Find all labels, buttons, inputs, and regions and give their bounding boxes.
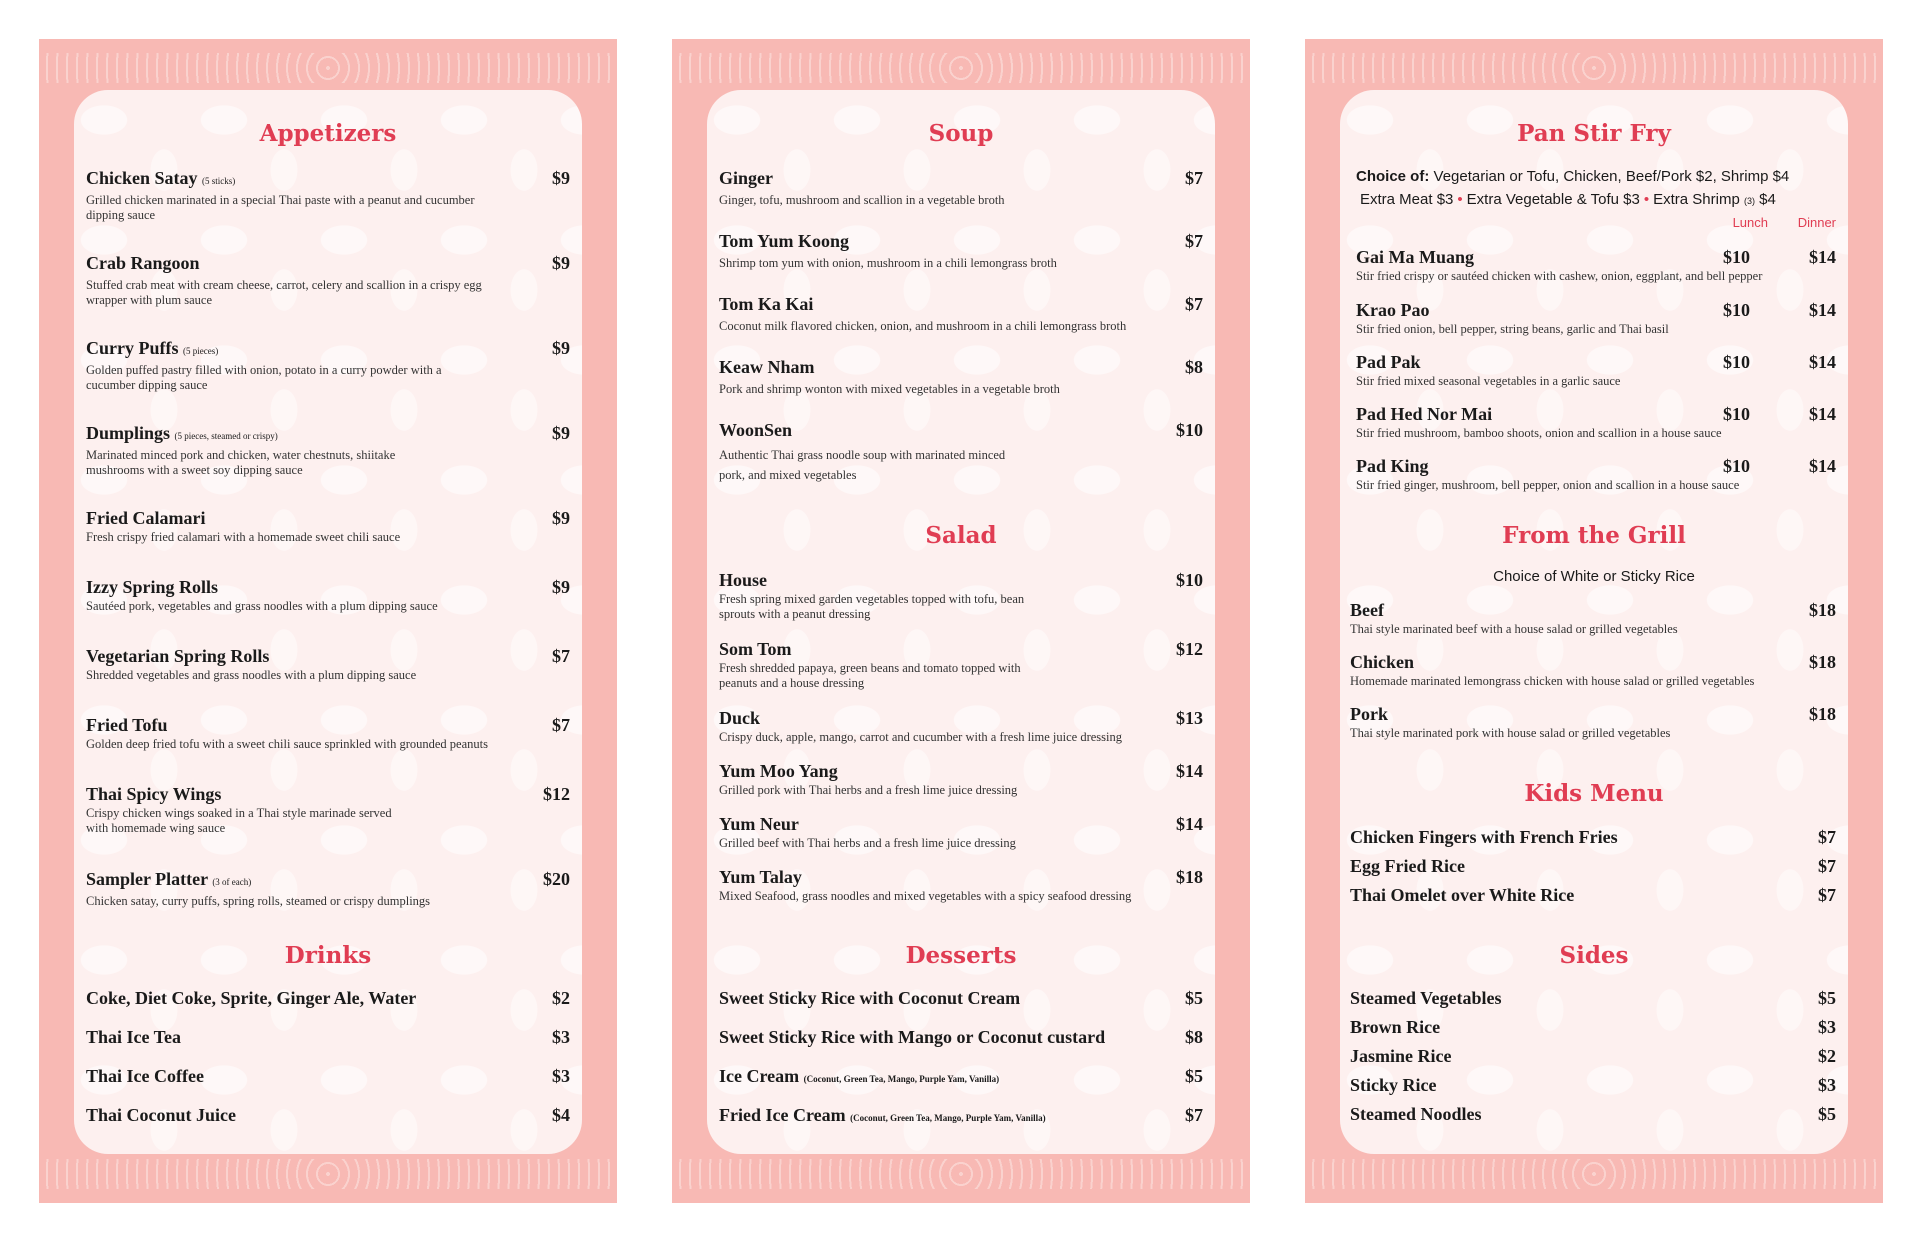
menu-item — [1356, 456, 1836, 493]
item-name: Pork — [1350, 704, 1388, 724]
item-desc: Fresh crispy fried calamari with a homemade sweet chili sauce — [86, 530, 401, 544]
item-name: Krao Pao — [1356, 300, 1430, 320]
item-price: $7 — [1818, 885, 1836, 905]
stirfry-heading: Pan Stir Fry — [1517, 120, 1671, 147]
menu-panel-middle — [672, 39, 1250, 1203]
item-price: $18 — [1176, 867, 1203, 887]
item-name: Thai Coconut Juice — [86, 1105, 237, 1125]
item-name: Yum Moo Yang — [719, 761, 838, 781]
extra-shrimp: Extra Shrimp — [1653, 191, 1740, 208]
menu-item — [1356, 404, 1836, 441]
item-price: $7 — [552, 715, 570, 735]
item-note: (5 pieces, steamed or crispy) — [174, 431, 278, 441]
item-desc: Pork and shrimp wonton with mixed vegetables in a vegetable broth — [719, 382, 1060, 396]
item-price-dinner: $14 — [1809, 247, 1836, 267]
item-name: House — [719, 570, 768, 590]
item-price: $5 — [1818, 988, 1836, 1008]
item-name: Sticky Rice — [1350, 1075, 1437, 1095]
item-desc: Stuffed crab meat with cream cheese, carrot, celery and scallion in a crispy egg wrapper with plum sauce — [86, 278, 482, 307]
item-name: Steamed Noodles — [1350, 1104, 1482, 1124]
item-price: $4 — [552, 1105, 570, 1125]
item-name: Egg Fried Rice — [1350, 856, 1465, 876]
menu-line — [86, 988, 570, 1009]
menu-item — [719, 294, 1203, 334]
item-desc: Thai style marinated pork with house salad or grilled vegetables — [1350, 726, 1671, 740]
menu-item — [86, 869, 570, 909]
item-name: Sampler Platter — [86, 869, 208, 889]
item-desc: Crispy chicken wings soaked in a Thai style marinade served with homemade wing sauce — [86, 806, 392, 835]
item-note: (5 sticks) — [202, 176, 236, 186]
item-desc: Grilled beef with Thai herbs and a fresh lime juice dressing — [719, 836, 1016, 850]
sides-heading: Sides — [1559, 942, 1629, 969]
item-name: Gai Ma Muang — [1356, 247, 1475, 267]
item-price: $2 — [1818, 1046, 1836, 1066]
item-name: Fried Tofu — [86, 715, 168, 735]
lunch-column-label: Lunch — [1732, 215, 1768, 230]
item-name: WoonSen — [719, 420, 793, 440]
item-name: Izzy Spring Rolls — [86, 577, 219, 597]
menu-line — [1350, 827, 1836, 848]
menu-line — [719, 1066, 1203, 1087]
menu-card-right — [1340, 90, 1848, 1154]
item-name: Crab Rangoon — [86, 253, 200, 273]
item-price: $7 — [1185, 294, 1203, 314]
item-desc: Golden deep fried tofu with a sweet chili sauce sprinkled with grounded peanuts — [86, 737, 488, 751]
item-price: $7 — [1185, 1105, 1203, 1125]
item-price: $3 — [1818, 1017, 1836, 1037]
item-price: $3 — [552, 1027, 570, 1047]
extra-shrimp-note: (3) — [1743, 196, 1755, 206]
menu-panel-left — [39, 39, 617, 1203]
menu-item — [86, 646, 570, 683]
item-desc: Ginger, tofu, mushroom and scallion in a vegetable broth — [719, 193, 1005, 207]
menu-item — [1350, 652, 1836, 689]
item-price: $18 — [1809, 600, 1836, 620]
menu-panel-right — [1305, 39, 1883, 1203]
item-name: Curry Puffs — [86, 338, 179, 358]
menu-item — [719, 357, 1203, 397]
item-price: $9 — [552, 423, 570, 443]
appetizers-heading: Appetizers — [259, 120, 397, 147]
menu-item — [86, 338, 570, 393]
grill-heading: From the Grill — [1502, 522, 1686, 549]
item-price-dinner: $14 — [1809, 404, 1836, 424]
item-desc: Stir fried ginger, mushroom, bell pepper, onion and scallion in a house sauce — [1356, 478, 1740, 492]
menu-line — [86, 1066, 570, 1087]
kids-heading: Kids Menu — [1524, 780, 1664, 807]
item-name: Pad Hed Nor Mai — [1356, 404, 1493, 424]
item-desc: Homemade marinated lemongrass chicken with house salad or grilled vegetables — [1350, 674, 1755, 688]
item-price: $7 — [1818, 827, 1836, 847]
item-name: Chicken — [1350, 652, 1415, 672]
item-note: (5 pieces) — [183, 346, 219, 356]
item-name: Vegetarian Spring Rolls — [86, 646, 270, 666]
menu-line — [1350, 1017, 1836, 1038]
menu-line — [719, 1105, 1203, 1126]
menu-item — [719, 814, 1203, 851]
item-price: $12 — [543, 784, 570, 804]
item-price-dinner: $14 — [1809, 300, 1836, 320]
menu-line — [1350, 988, 1836, 1009]
menu-item — [86, 168, 570, 223]
menu-line — [86, 1105, 570, 1126]
item-price: $9 — [552, 253, 570, 273]
item-name: Steamed Vegetables — [1350, 988, 1502, 1008]
extra-veg: Extra Vegetable & Tofu $3 — [1466, 191, 1640, 208]
item-note: (Coconut, Green Tea, Mango, Purple Yam, Vanilla) — [803, 1074, 1000, 1084]
item-desc: Golden puffed pastry filled with onion, potato in a curry powder with a cucumber dipping sauce — [86, 363, 442, 392]
menu-line — [719, 1027, 1203, 1048]
item-price-dinner: $14 — [1809, 352, 1836, 372]
menu-card-middle — [707, 90, 1215, 1154]
item-desc: Coconut milk flavored chicken, onion, and mushroom in a chili lemongrass broth — [719, 319, 1127, 333]
bullet-icon: • — [1643, 191, 1650, 208]
item-desc: Crispy duck, apple, mango, carrot and cucumber with a fresh lime juice dressing — [719, 730, 1123, 744]
choice-label: Choice of: — [1356, 168, 1430, 185]
menu-line — [719, 988, 1203, 1009]
item-name: Keaw Nham — [719, 357, 815, 377]
item-name: Chicken Satay — [86, 168, 198, 188]
item-price-lunch: $10 — [1723, 300, 1750, 320]
drinks-heading: Drinks — [284, 942, 372, 969]
item-price-dinner: $14 — [1809, 456, 1836, 476]
menu-item — [1356, 300, 1836, 337]
item-price: $7 — [1818, 856, 1836, 876]
item-name: Pad Pak — [1356, 352, 1421, 372]
item-desc: Sautéed pork, vegetables and grass noodles with a plum dipping sauce — [86, 599, 438, 613]
item-name: Thai Ice Tea — [86, 1027, 182, 1047]
menu-card-left — [74, 90, 582, 1154]
item-name: Yum Neur — [719, 814, 799, 834]
menu-item — [719, 708, 1203, 745]
item-note: (Coconut, Green Tea, Mango, Purple Yam, Vanilla) — [850, 1113, 1046, 1123]
item-price: $7 — [1185, 231, 1203, 251]
menu-line — [1350, 1046, 1836, 1067]
stirfry-extras — [1360, 191, 1838, 208]
item-price-lunch: $10 — [1723, 352, 1750, 372]
menu-item — [86, 508, 570, 545]
item-desc: Stir fried mixed seasonal vegetables in a garlic sauce — [1356, 374, 1621, 388]
menu-line — [1350, 1104, 1836, 1125]
item-desc: Fresh spring mixed garden vegetables topped with tofu, bean sprouts with a peanut dressing — [719, 592, 1025, 621]
item-price: $7 — [552, 646, 570, 666]
item-price: $5 — [1185, 988, 1203, 1008]
menu-item — [86, 577, 570, 614]
item-price: $9 — [552, 338, 570, 358]
menu-line — [1350, 885, 1836, 906]
bullet-icon: • — [1457, 191, 1463, 208]
stirfry-choice — [1356, 168, 1838, 185]
item-name: Brown Rice — [1350, 1017, 1441, 1037]
item-name: Ice Cream — [719, 1066, 800, 1086]
item-name: Pad King — [1356, 456, 1429, 476]
item-price: $5 — [1185, 1066, 1203, 1086]
item-name: Yum Talay — [719, 867, 802, 887]
item-desc: Stir fried crispy or sautéed chicken with cashew, onion, eggplant, and bell pepper — [1356, 269, 1763, 283]
item-name: Coke, Diet Coke, Sprite, Ginger Ale, Water — [86, 988, 417, 1008]
item-desc: Stir fried onion, bell pepper, string beans, garlic and Thai basil — [1356, 322, 1669, 336]
item-name: Beef — [1350, 600, 1384, 620]
dinner-column-label: Dinner — [1797, 215, 1836, 230]
item-price: $7 — [1185, 168, 1203, 188]
item-name: Tom Ka Kai — [719, 294, 814, 314]
menu-item — [1356, 247, 1836, 284]
menu-item — [719, 761, 1203, 798]
menu-item — [1350, 600, 1836, 637]
item-name: Chicken Fingers with French Fries — [1350, 827, 1618, 847]
item-desc: Grilled pork with Thai herbs and a fresh lime juice dressing — [719, 783, 1018, 797]
item-price: $14 — [1176, 814, 1203, 834]
item-name: Som Tom — [719, 639, 792, 659]
item-price: $9 — [552, 168, 570, 188]
item-name: Thai Spicy Wings — [86, 784, 222, 804]
choice-text: Vegetarian or Tofu, Chicken, Beef/Pork $2, Shrimp $4 — [1433, 168, 1790, 185]
menu-item — [86, 784, 570, 836]
item-name: Thai Omelet over White Rice — [1350, 885, 1575, 905]
item-price-lunch: $10 — [1723, 456, 1750, 476]
item-note: (3 of each) — [212, 877, 252, 887]
item-name: Sweet Sticky Rice with Coconut Cream — [719, 988, 1021, 1008]
menu-line — [86, 1027, 570, 1048]
item-price: $14 — [1176, 761, 1203, 781]
menu-item — [719, 570, 1203, 622]
item-desc: Grilled chicken marinated in a special Thai paste with a peanut and cucumber dipping sauce — [86, 193, 475, 222]
soup-heading: Soup — [928, 120, 994, 147]
menu-line — [1350, 1075, 1836, 1096]
desserts-heading: Desserts — [905, 942, 1017, 969]
item-price: $2 — [552, 988, 570, 1008]
item-desc: Mixed Seafood, grass noodles and mixed vegetables with a spicy seafood dressing — [719, 889, 1132, 903]
item-price: $13 — [1176, 708, 1203, 728]
item-name: Duck — [719, 708, 761, 728]
menu-item — [719, 231, 1203, 271]
item-name: Fried Ice Cream — [719, 1105, 846, 1125]
salad-heading: Salad — [925, 522, 997, 549]
item-price: $9 — [552, 508, 570, 528]
item-price: $8 — [1185, 357, 1203, 377]
menu-item — [719, 639, 1203, 691]
item-price-lunch: $10 — [1723, 247, 1750, 267]
item-name: Fried Calamari — [86, 508, 206, 528]
item-name: Ginger — [719, 168, 773, 188]
item-price: $10 — [1176, 420, 1203, 440]
menu-item — [1350, 704, 1836, 741]
item-name: Dumplings — [86, 423, 171, 443]
item-price: $3 — [552, 1066, 570, 1086]
item-desc: Chicken satay, curry puffs, spring rolls, steamed or crispy dumplings — [86, 894, 431, 908]
item-price: $10 — [1176, 570, 1203, 590]
item-price: $18 — [1809, 704, 1836, 724]
item-price: $5 — [1818, 1104, 1836, 1124]
menu-item — [1356, 352, 1836, 389]
item-desc: Authentic Thai grass noodle soup with marinated minced pork, and mixed vegetables — [719, 448, 1006, 482]
item-desc: Stir fried mushroom, bamboo shoots, onion and scallion in a house sauce — [1356, 426, 1722, 440]
item-name: Jasmine Rice — [1350, 1046, 1452, 1066]
item-price: $20 — [543, 869, 570, 889]
menu-item — [719, 867, 1203, 904]
item-price: $12 — [1176, 639, 1203, 659]
item-name: Sweet Sticky Rice with Mango or Coconut custard — [719, 1027, 1106, 1047]
item-desc: Thai style marinated beef with a house salad or grilled vegetables — [1350, 622, 1678, 636]
item-desc: Fresh shredded papaya, green beans and tomato topped with peanuts and a house dressing — [719, 661, 1021, 690]
menu-item — [719, 420, 1203, 485]
menu-item — [86, 253, 570, 308]
item-price: $9 — [552, 577, 570, 597]
item-desc: Marinated minced pork and chicken, water chestnuts, shiitake mushrooms with a sweet soy dipping sauce — [86, 448, 396, 477]
item-price: $18 — [1809, 652, 1836, 672]
grill-subtitle: Choice of White or Sticky Rice — [1493, 568, 1695, 585]
menu-item — [86, 423, 570, 478]
item-name: Tom Yum Koong — [719, 231, 850, 251]
item-price: $3 — [1818, 1075, 1836, 1095]
item-desc: Shrimp tom yum with onion, mushroom in a chili lemongrass broth — [719, 256, 1057, 270]
extra-shrimp-price: $4 — [1759, 191, 1776, 208]
item-name: Thai Ice Coffee — [86, 1066, 204, 1086]
item-desc: Shredded vegetables and grass noodles with a plum dipping sauce — [86, 668, 417, 682]
menu-item — [86, 715, 570, 752]
menu-item — [719, 168, 1203, 208]
item-price-lunch: $10 — [1723, 404, 1750, 424]
item-price: $8 — [1185, 1027, 1203, 1047]
menu-line — [1350, 856, 1836, 877]
extra-meat: Extra Meat $3 — [1360, 191, 1454, 208]
